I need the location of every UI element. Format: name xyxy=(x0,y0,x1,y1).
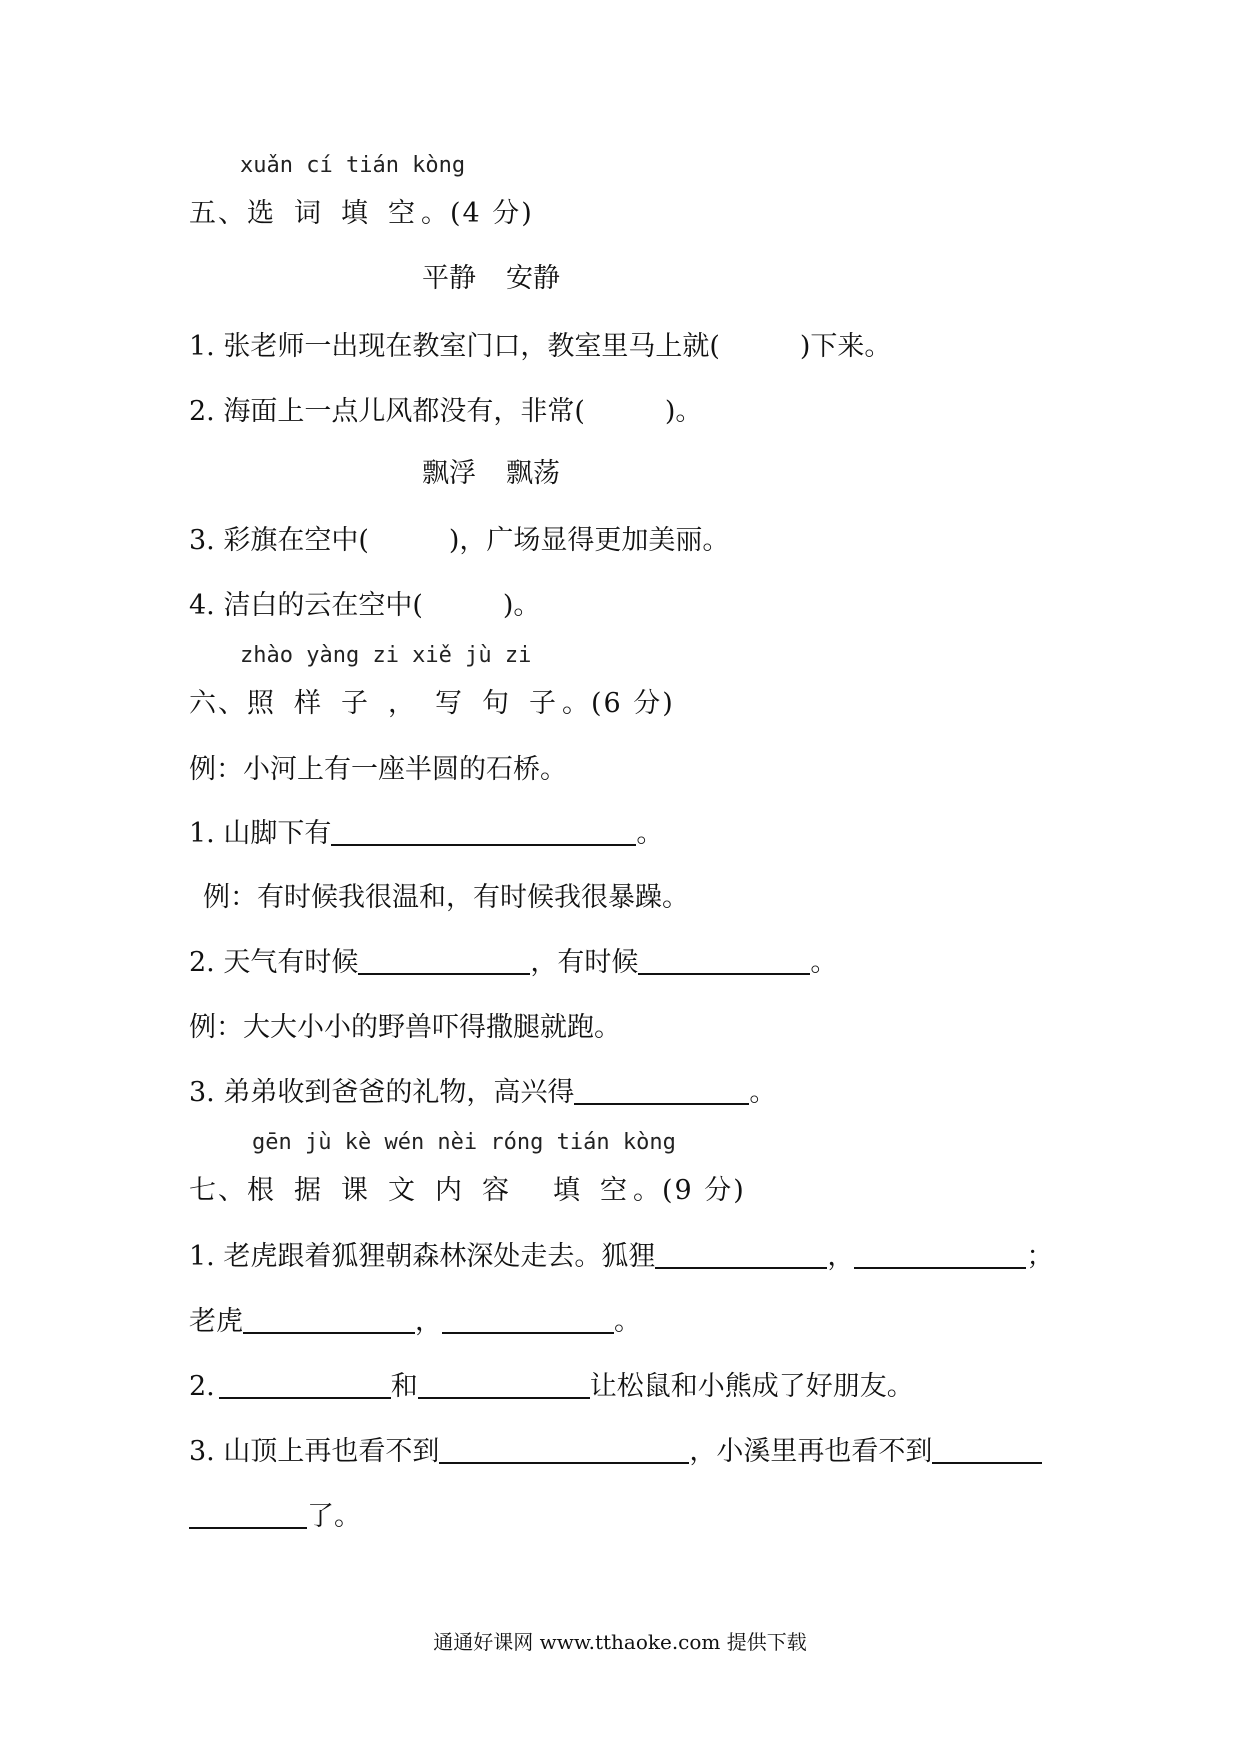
question-text: 2. xyxy=(189,1371,215,1402)
word-options-1 xyxy=(422,262,590,296)
section7-question-3-continued xyxy=(189,1500,361,1534)
answer-blank[interactable] xyxy=(418,1371,590,1399)
question-text: 老虎 xyxy=(189,1306,243,1337)
title-char: 课 xyxy=(341,1175,370,1206)
question-text: )下来。 xyxy=(799,331,892,362)
question-text: ， xyxy=(827,1241,855,1272)
footer-credit: 通通好课网 www.tthaoke.com 提供下载 xyxy=(433,1630,807,1654)
question-text: ； xyxy=(1026,1241,1054,1272)
score: 。(4 分) xyxy=(421,198,534,229)
section6-question-1 xyxy=(189,817,663,851)
section7-title xyxy=(189,1174,746,1208)
question-text: 。 xyxy=(749,1077,777,1108)
question-text: )。 xyxy=(664,396,703,427)
answer-blank[interactable] xyxy=(189,1501,307,1529)
question-text: 和 xyxy=(390,1371,418,1402)
answer-blank[interactable] xyxy=(854,1241,1026,1269)
word-options-2 xyxy=(422,457,590,491)
word-option: 平静 xyxy=(422,263,476,294)
question-text: 3. 彩旗在空中( xyxy=(189,525,369,556)
section-number: 七、 xyxy=(189,1175,247,1206)
title-char: 根 xyxy=(247,1175,276,1206)
question-text: 。 xyxy=(636,818,664,849)
question-text: )。 xyxy=(502,590,541,621)
title-char: 空 xyxy=(600,1175,629,1206)
title-char: 子 xyxy=(341,688,370,719)
answer-blank[interactable] xyxy=(439,1436,689,1464)
section7-question-1 xyxy=(189,1240,1053,1274)
title-char: 据 xyxy=(294,1175,323,1206)
section7-question-1-continued xyxy=(189,1305,641,1339)
section6-example-2: 例：有时候我很温和，有时候我很暴躁。 xyxy=(203,882,689,913)
question-text: 。 xyxy=(614,1306,641,1337)
answer-blank[interactable] xyxy=(358,947,530,975)
title-char: 填 xyxy=(341,198,370,229)
section6-question-3 xyxy=(189,1076,776,1110)
word-option: 飘荡 xyxy=(506,458,560,489)
question-text: 3. 山顶上再也看不到 xyxy=(189,1436,440,1467)
answer-blank[interactable] xyxy=(243,1306,415,1334)
answer-blank[interactable] xyxy=(655,1241,827,1269)
section-number: 五、 xyxy=(189,198,247,229)
answer-blank[interactable] xyxy=(638,947,810,975)
section7-question-3 xyxy=(189,1435,1042,1469)
section5-question-4 xyxy=(189,589,540,623)
title-char: 样 xyxy=(294,688,323,719)
word-option: 安静 xyxy=(506,263,560,294)
question-text: 2. 天气有时候 xyxy=(189,947,359,978)
title-char: 句 xyxy=(482,688,511,719)
section6-question-2 xyxy=(189,946,837,980)
word-option: 飘浮 xyxy=(422,458,476,489)
section5-question-2 xyxy=(189,395,702,429)
title-char: 文 xyxy=(388,1175,417,1206)
title-char: 选 xyxy=(247,198,276,229)
question-text: 了。 xyxy=(307,1501,361,1532)
score: 。(9 分) xyxy=(633,1175,746,1206)
answer-blank[interactable] xyxy=(574,1077,749,1105)
question-text: 1. 张老师一出现在教室门口，教室里马上就( xyxy=(189,331,720,362)
question-text: )，广场显得更加美丽。 xyxy=(448,525,730,556)
section5-question-1 xyxy=(189,330,891,364)
answer-blank[interactable] xyxy=(932,1436,1042,1464)
title-char: 空 xyxy=(388,198,417,229)
answer-blank[interactable] xyxy=(219,1371,391,1399)
answer-blank[interactable] xyxy=(442,1306,614,1334)
section-number: 六、 xyxy=(189,688,247,719)
question-text: 让松鼠和小熊成了好朋友。 xyxy=(589,1371,914,1402)
section5-pinyin: xuǎn cí tián kòng xyxy=(240,153,466,178)
question-text: 1. 山脚下有 xyxy=(189,818,332,849)
title-char: 内 xyxy=(435,1175,464,1206)
section6-pinyin: zhào yàng zi xiě jù zi xyxy=(240,643,532,668)
question-text: ，有时候 xyxy=(530,947,639,978)
section5-title xyxy=(189,197,534,231)
section7-pinyin: gēn jù kè wén nèi róng tián kòng xyxy=(252,1130,676,1155)
question-text: ， xyxy=(415,1306,442,1337)
title-char: 容 xyxy=(482,1175,511,1206)
question-text: 1. 老虎跟着狐狸朝森林深处走去。狐狸 xyxy=(189,1241,656,1272)
title-char: ， xyxy=(388,688,417,719)
section5-question-3 xyxy=(189,524,729,558)
question-text: 。 xyxy=(810,947,838,978)
question-text: ，小溪里再也看不到 xyxy=(689,1436,933,1467)
title-char: 写 xyxy=(435,688,464,719)
section6-title xyxy=(189,687,675,721)
title-char: 词 xyxy=(294,198,323,229)
section7-question-2 xyxy=(189,1370,914,1404)
question-text: 3. 弟弟收到爸爸的礼物，高兴得 xyxy=(189,1077,575,1108)
answer-blank[interactable] xyxy=(331,818,636,846)
section6-example-1: 例：小河上有一座半圆的石桥。 xyxy=(189,754,567,785)
title-char: 子 xyxy=(529,688,558,719)
section6-example-3: 例：大大小小的野兽吓得撒腿就跑。 xyxy=(189,1012,621,1043)
title-char: 照 xyxy=(247,688,276,719)
title-char: 填 xyxy=(553,1175,582,1206)
score: 。(6 分) xyxy=(562,688,675,719)
question-text: 2. 海面上一点儿风都没有，非常( xyxy=(189,396,585,427)
question-text: 4. 洁白的云在空中( xyxy=(189,590,423,621)
